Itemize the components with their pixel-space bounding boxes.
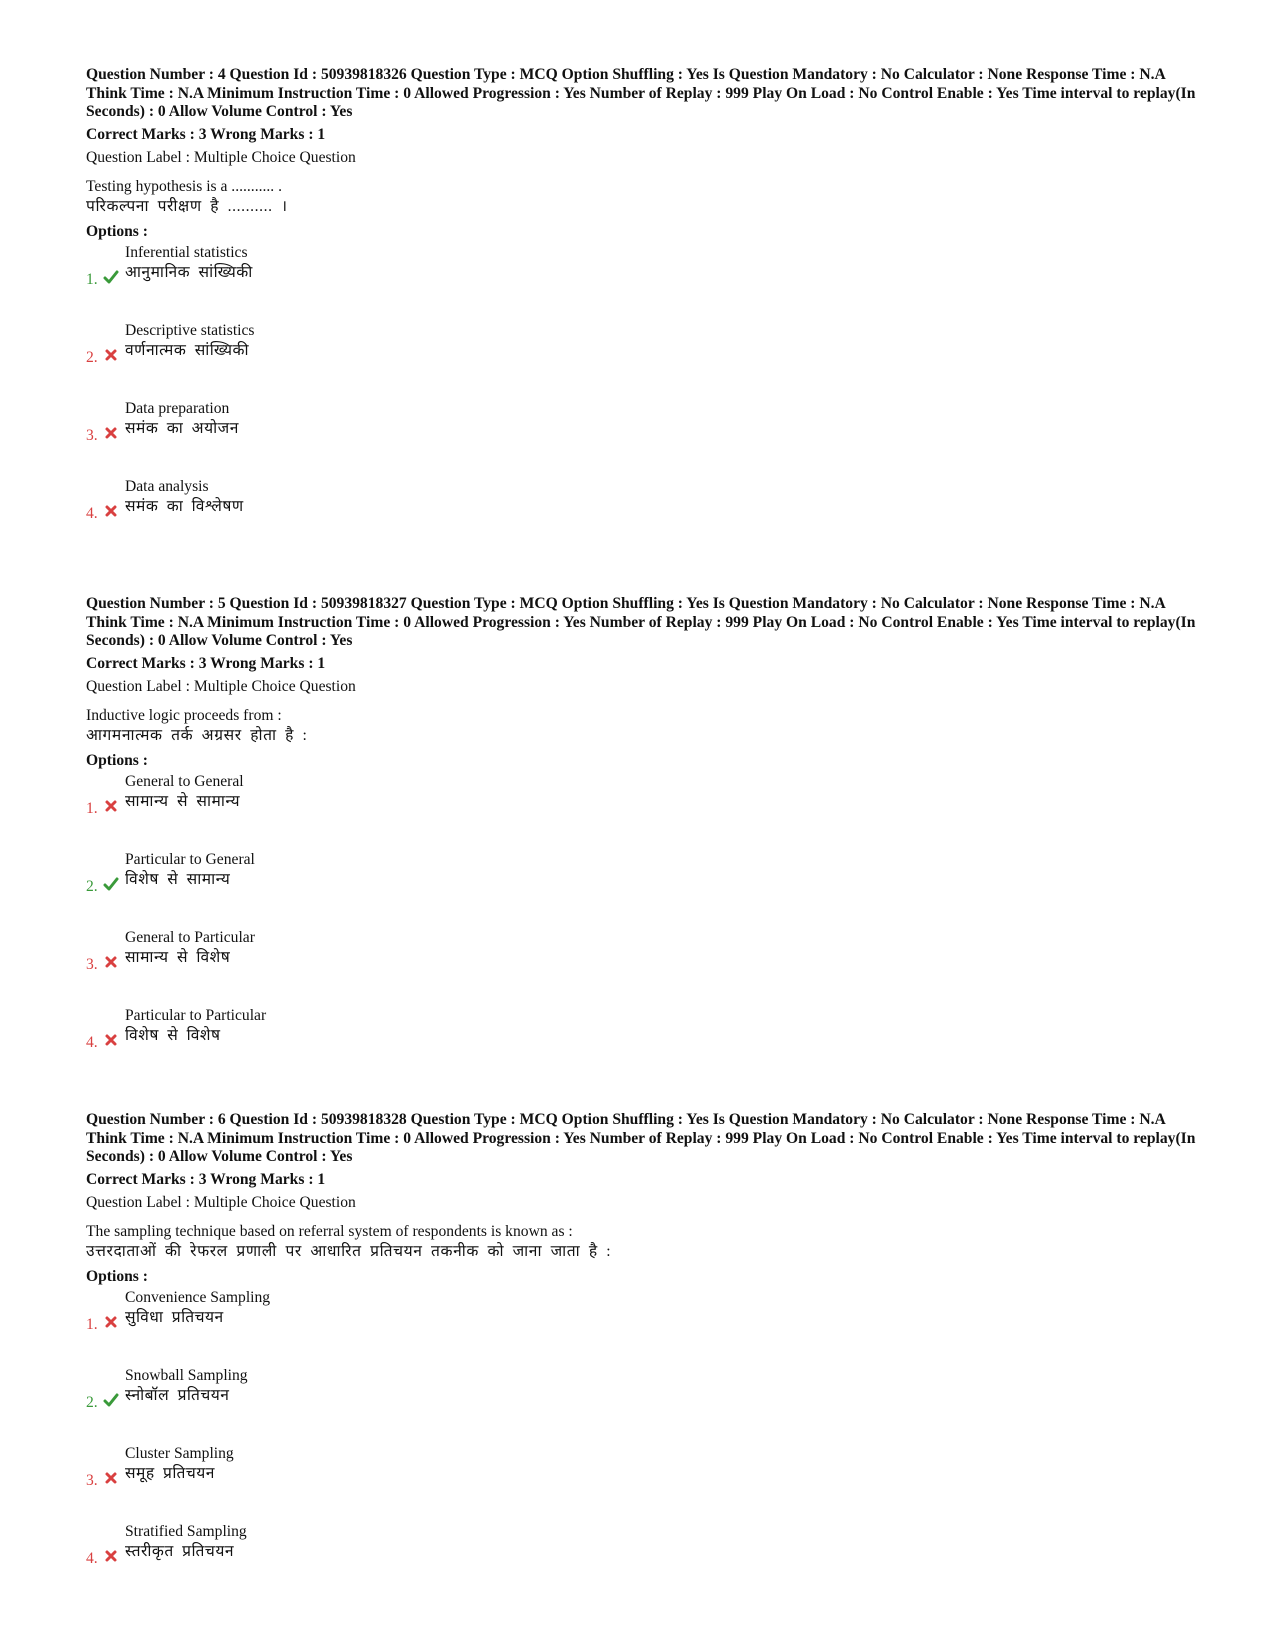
question-text-hindi: उत्तरदाताओं की रेफरल प्रणाली पर आधारित प्रतिचयन तकनीक को जाना जाता है : <box>86 1242 612 1260</box>
option-text-english: Cluster Sampling <box>125 1444 234 1462</box>
option-item <box>86 848 1196 926</box>
option-text-english: Particular to General <box>125 850 255 868</box>
cross-icon <box>103 954 119 970</box>
cross-icon <box>103 503 119 519</box>
option-number: 4. <box>86 504 98 522</box>
option-text-hindi: आनुमानिक सांख्यिकी <box>125 263 253 281</box>
question-meta: Question Number : 4 Question Id : 50939818326 Question Type : MCQ Option Shuffling : Yes Is Question Mandatory : No Calculator : None Response Time : N.A Think Time : N.A Minimum Instruction Time : 0 Allowed Progression : Yes Number of Replay : 999 Play On Load : No Control Enable : Yes Time interval to replay(In Seconds) : 0 Allow Volume Control : Yes <box>86 66 1196 121</box>
question-meta: Question Number : 6 Question Id : 50939818328 Question Type : MCQ Option Shuffling : Yes Is Question Mandatory : No Calculator : None Response Time : N.A Think Time : N.A Minimum Instruction Time : 0 Allowed Progression : Yes Number of Replay : 999 Play On Load : No Control Enable : Yes Time interval to replay(In Seconds) : 0 Allow Volume Control : Yes <box>86 1111 1196 1166</box>
options-heading: Options : <box>86 1267 148 1285</box>
question-block <box>86 66 1196 553</box>
question-text <box>86 177 1196 217</box>
option-text <box>125 772 244 812</box>
question-marks: Correct Marks : 3 Wrong Marks : 1 <box>86 1170 326 1188</box>
cross-icon <box>103 1470 119 1486</box>
option-text-hindi: विशेष से सामान्य <box>125 870 231 888</box>
check-icon <box>103 269 119 285</box>
option-text <box>125 321 255 361</box>
check-icon <box>103 1392 119 1408</box>
option-item <box>86 241 1196 319</box>
option-text-hindi: समंक का विश्लेषण <box>125 497 244 515</box>
option-item <box>86 319 1196 397</box>
question-block <box>86 1111 1196 1598</box>
question-text <box>86 1222 1196 1262</box>
option-item <box>86 1442 1196 1520</box>
cross-icon <box>103 347 119 363</box>
cross-icon <box>103 425 119 441</box>
option-text <box>125 1006 266 1046</box>
option-text-english: General to General <box>125 772 244 790</box>
question-text-hindi: आगमनात्मक तर्क अग्रसर होता है : <box>86 726 308 744</box>
option-number: 3. <box>86 426 98 444</box>
option-text-english: Descriptive statistics <box>125 321 255 339</box>
question-label: Question Label : Multiple Choice Question <box>86 677 356 695</box>
check-icon <box>103 876 119 892</box>
option-text <box>125 1522 247 1562</box>
option-item <box>86 1520 1196 1598</box>
option-item <box>86 770 1196 848</box>
cross-icon <box>103 798 119 814</box>
option-text <box>125 1366 248 1406</box>
question-meta: Question Number : 5 Question Id : 50939818327 Question Type : MCQ Option Shuffling : Yes Is Question Mandatory : No Calculator : None Response Time : N.A Think Time : N.A Minimum Instruction Time : 0 Allowed Progression : Yes Number of Replay : 999 Play On Load : No Control Enable : Yes Time interval to replay(In Seconds) : 0 Allow Volume Control : Yes <box>86 595 1196 650</box>
option-text-hindi: स्नोबॉल प्रतिचयन <box>125 1386 230 1404</box>
question-marks: Correct Marks : 3 Wrong Marks : 1 <box>86 125 326 143</box>
option-text-hindi: सुविधा प्रतिचयन <box>125 1308 224 1326</box>
option-text-hindi: समूह प्रतिचयन <box>125 1464 215 1482</box>
option-text-hindi: स्तरीकृत प्रतिचयन <box>125 1542 235 1560</box>
option-number: 2. <box>86 877 98 895</box>
option-item <box>86 397 1196 475</box>
question-label: Question Label : Multiple Choice Question <box>86 1193 356 1211</box>
option-number: 4. <box>86 1033 98 1051</box>
question-text-english: Inductive logic proceeds from : <box>86 706 282 724</box>
option-number: 1. <box>86 1315 98 1333</box>
option-number: 3. <box>86 1471 98 1489</box>
question-text-english: Testing hypothesis is a ........... . <box>86 177 282 195</box>
option-text <box>125 1288 270 1328</box>
option-text <box>125 928 255 968</box>
option-item <box>86 1286 1196 1364</box>
option-text-english: Inferential statistics <box>125 243 248 261</box>
option-number: 4. <box>86 1549 98 1567</box>
options-heading: Options : <box>86 222 148 240</box>
question-marks: Correct Marks : 3 Wrong Marks : 1 <box>86 654 326 672</box>
option-text-hindi: सामान्य से सामान्य <box>125 792 241 810</box>
option-text-english: Particular to Particular <box>125 1006 267 1024</box>
option-number: 1. <box>86 270 98 288</box>
option-text-english: Stratified Sampling <box>125 1522 247 1540</box>
cross-icon <box>103 1032 119 1048</box>
option-number: 2. <box>86 1393 98 1411</box>
question-label: Question Label : Multiple Choice Question <box>86 148 356 166</box>
option-text-english: Convenience Sampling <box>125 1288 271 1306</box>
option-text <box>125 477 244 517</box>
option-text-english: General to Particular <box>125 928 255 946</box>
option-text-hindi: सामान्य से विशेष <box>125 948 231 966</box>
option-text <box>125 399 239 439</box>
question-text-hindi: परिकल्पना परीक्षण है .......... । <box>86 197 288 215</box>
option-item <box>86 926 1196 1004</box>
option-text-english: Data analysis <box>125 477 209 495</box>
option-text <box>125 243 253 283</box>
option-number: 3. <box>86 955 98 973</box>
option-item <box>86 1364 1196 1442</box>
option-item <box>86 1004 1196 1082</box>
option-text-hindi: वर्णनात्मक सांख्यिकी <box>125 341 250 359</box>
option-text <box>125 1444 234 1484</box>
question-block <box>86 595 1196 1082</box>
cross-icon <box>103 1314 119 1330</box>
option-item <box>86 475 1196 553</box>
cross-icon <box>103 1548 119 1564</box>
option-number: 1. <box>86 799 98 817</box>
option-text-hindi: समंक का अयोजन <box>125 419 239 437</box>
option-number: 2. <box>86 348 98 366</box>
options-heading: Options : <box>86 751 148 769</box>
option-text <box>125 850 255 890</box>
question-text <box>86 706 1196 746</box>
option-text-english: Data preparation <box>125 399 230 417</box>
option-text-hindi: विशेष से विशेष <box>125 1026 221 1044</box>
question-text-english: The sampling technique based on referral system of respondents is known as : <box>86 1222 573 1240</box>
option-text-english: Snowball Sampling <box>125 1366 248 1384</box>
